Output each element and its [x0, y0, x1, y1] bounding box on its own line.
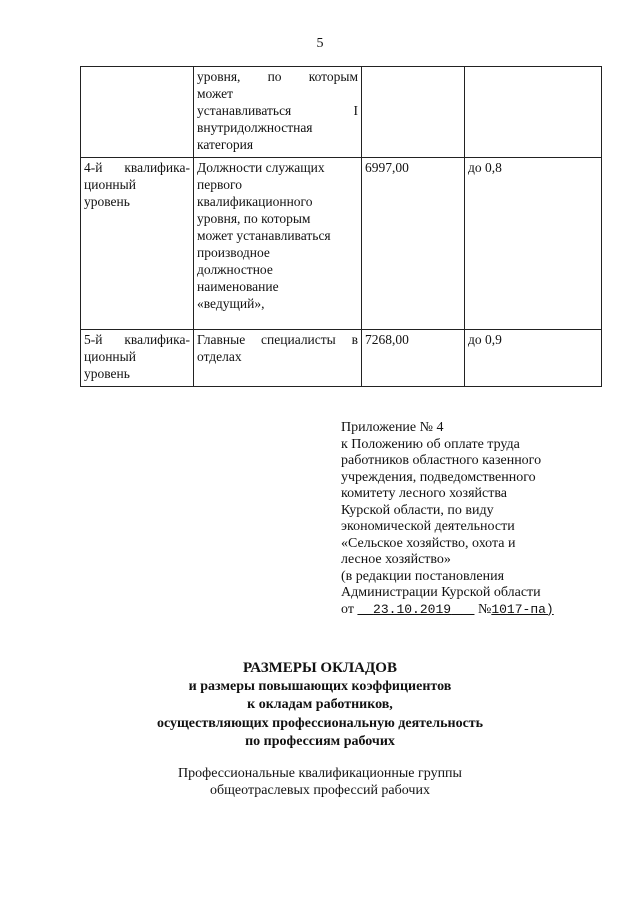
cell-line: уровень — [84, 194, 130, 209]
appendix-line: работников областного казенного — [341, 453, 542, 468]
cell-line: первого — [197, 177, 242, 192]
cell-line: отделах — [197, 349, 242, 364]
cell-line: квалификационного — [197, 194, 313, 209]
cell-line: может устанавливаться — [197, 228, 331, 243]
section-subheading — [0, 765, 640, 799]
coefficient-cell: до 0,9 — [465, 330, 602, 387]
cell-line: Должности служащих — [197, 160, 325, 175]
salary-table — [80, 66, 602, 387]
subheading-line: Профессиональные квалификационные группы — [178, 766, 462, 781]
level-cell — [81, 67, 194, 158]
appendix-block — [341, 420, 571, 618]
decree-date-value: 23.10.2019 — [373, 601, 452, 617]
cell-line: устанавливаться I — [197, 103, 358, 118]
cell-line: ционный — [84, 349, 136, 364]
decree-number: 1017-па) — [491, 601, 554, 617]
cell-line: Главные специалисты в — [197, 332, 358, 347]
cell-line: может — [197, 86, 233, 101]
number-prefix: № — [477, 601, 492, 617]
salary-cell — [362, 67, 465, 158]
appendix-line: учреждения, подведомственного — [341, 469, 536, 485]
coefficient-cell — [465, 67, 602, 158]
heading-line: и размеры повышающих коэффициентов — [188, 678, 452, 694]
appendix-line: лесное хозяйство» — [341, 552, 451, 567]
cell-line: 5-й квалифика- — [84, 332, 190, 347]
heading-title: РАЗМЕРЫ ОКЛАДОВ — [243, 660, 397, 676]
heading-line: к окладам работников, — [247, 697, 393, 712]
appendix-line: комитету лесного хозяйства — [341, 486, 507, 501]
cell-line: категория — [197, 137, 254, 152]
cell-line: наименование — [197, 279, 279, 294]
cell-line: должностное — [197, 262, 273, 277]
position-cell — [194, 67, 362, 158]
cell-line: уровня, по которым — [197, 211, 311, 226]
position-cell — [194, 330, 362, 387]
coefficient-cell: до 0,8 — [465, 158, 602, 330]
cell-line: уровня, по которым — [197, 69, 358, 84]
salary-cell: 7268,00 — [362, 330, 465, 387]
date-prefix: от — [341, 601, 354, 617]
appendix-line: Приложение № 4 — [341, 420, 444, 435]
cell-line: внутридолжностная — [197, 120, 313, 135]
decree-date-row — [341, 602, 571, 619]
heading-line: осуществляющих профессиональную деятельность — [156, 715, 484, 731]
appendix-line: Курской области, по виду — [341, 502, 494, 518]
heading-line: по профессиям рабочих — [245, 734, 395, 749]
cell-line: ционный — [84, 177, 136, 192]
position-cell — [194, 158, 362, 330]
appendix-line: к Положению об оплате труда — [341, 436, 520, 452]
appendix-line: экономической деятельности — [341, 519, 515, 534]
document-heading — [0, 659, 640, 752]
level-cell — [81, 158, 194, 330]
cell-line: производное — [197, 245, 270, 260]
level-cell — [81, 330, 194, 387]
decree-date — [357, 602, 474, 617]
appendix-line: Администрации Курской области — [341, 585, 541, 600]
salary-cell: 6997,00 — [362, 158, 465, 330]
page-number: 5 — [316, 36, 324, 51]
table-row — [81, 67, 602, 158]
appendix-line: «Сельское хозяйство, охота и — [341, 535, 516, 551]
cell-line: уровень — [84, 366, 130, 381]
cell-line: 4-й квалифика- — [84, 160, 190, 175]
appendix-line: (в редакции постановления — [341, 568, 505, 584]
subheading-line: общеотраслевых профессий рабочих — [210, 783, 430, 798]
cell-line: «ведущий», — [197, 296, 265, 311]
table-row — [81, 158, 602, 330]
table-row — [81, 330, 602, 387]
